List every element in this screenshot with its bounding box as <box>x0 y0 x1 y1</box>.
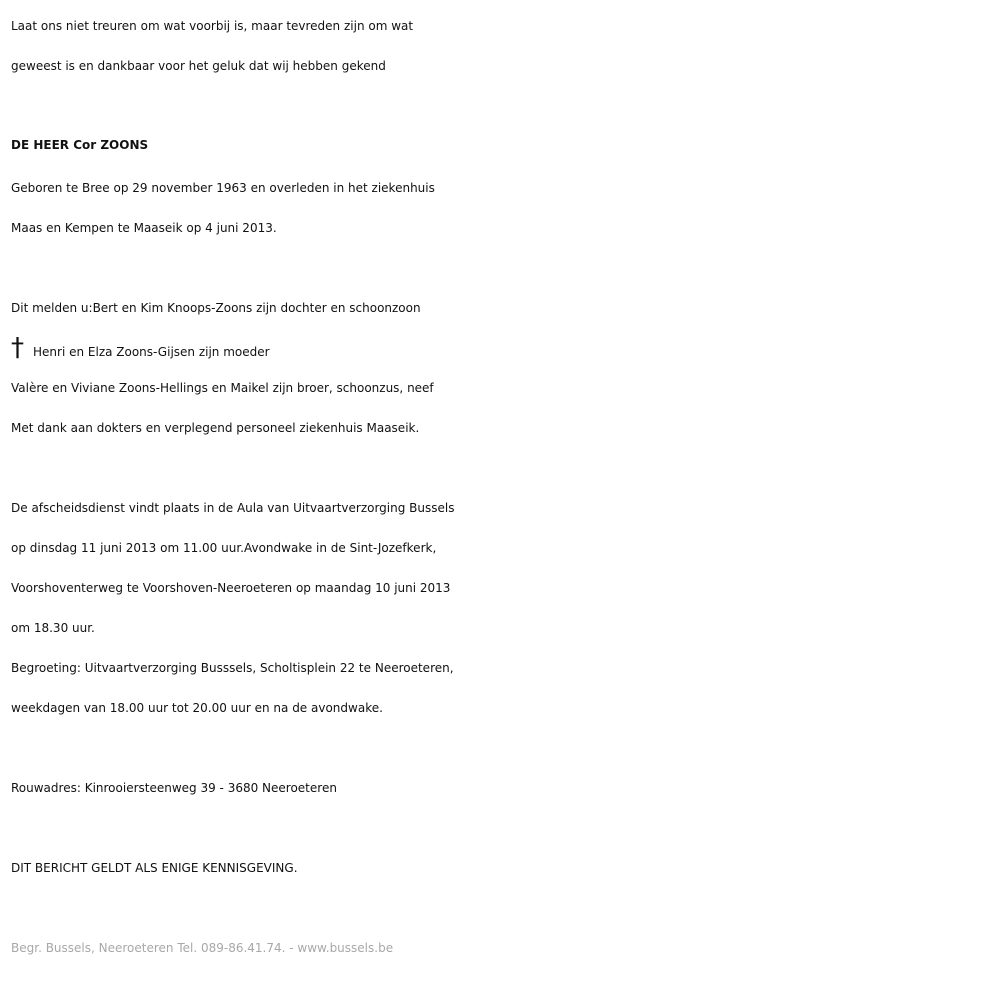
ceremony-line-6: weekdagen van 18.00 uur tot 20.00 uur en na de avondwake. <box>11 701 383 715</box>
birth-line-1: Geboren te Bree op 29 november 1963 en overleden in het ziekenhuis <box>11 181 435 195</box>
ceremony-line-2: op dinsdag 11 juni 2013 om 11.00 uur.Avondwake in de Sint-Jozefkerk, <box>11 541 437 555</box>
footer-credit: Begr. Bussels, Neeroeteren Tel. 089-86.41.74. - www.bussels.be <box>11 941 394 955</box>
ceremony-line-5: Begroeting: Uitvaartverzorging Busssels, Scholtisplein 22 te Neeroeteren, <box>11 661 454 675</box>
family-line-4: Met dank aan dokters en verplegend personeel ziekenhuis Maaseik. <box>11 421 420 435</box>
quote-line-1: Laat ons niet treuren om wat voorbij is, maar tevreden zijn om wat <box>11 19 414 33</box>
family-line-1: Dit melden u:Bert en Kim Knoops-Zoons zijn dochter en schoonzoon <box>11 301 421 315</box>
cross-icon: † <box>11 333 24 363</box>
mourning-address: Rouwadres: Kinrooiersteenweg 39 - 3680 Neeroeteren <box>11 781 337 795</box>
spacer <box>11 448 996 488</box>
family-line-2-text: Henri en Elza Zoons-Gijsen zijn moeder <box>33 345 270 359</box>
spacer <box>11 728 996 768</box>
spacer <box>11 248 996 288</box>
obituary-document <box>11 0 996 968</box>
family-line-2 <box>11 328 996 368</box>
quote-line-2: geweest is en dankbaar voor het geluk dat wij hebben gekend <box>11 59 386 73</box>
deceased-name-heading: DE HEER Cor ZOONS <box>11 138 149 152</box>
ceremony-line-4: om 18.30 uur. <box>11 621 95 635</box>
family-line-3: Valère en Viviane Zoons-Hellings en Maikel zijn broer, schoonzus, neef <box>11 381 434 395</box>
notice-line: DIT BERICHT GELDT ALS ENIGE KENNISGEVING. <box>11 861 298 875</box>
ceremony-line-1: De afscheidsdienst vindt plaats in de Aula van Uitvaartverzorging Bussels <box>11 501 455 515</box>
spacer <box>11 808 996 848</box>
birth-line-2: Maas en Kempen te Maaseik op 4 juni 2013. <box>11 221 277 235</box>
ceremony-line-3: Voorshoventerweg te Voorshoven-Neeroeteren op maandag 10 juni 2013 <box>11 581 451 595</box>
